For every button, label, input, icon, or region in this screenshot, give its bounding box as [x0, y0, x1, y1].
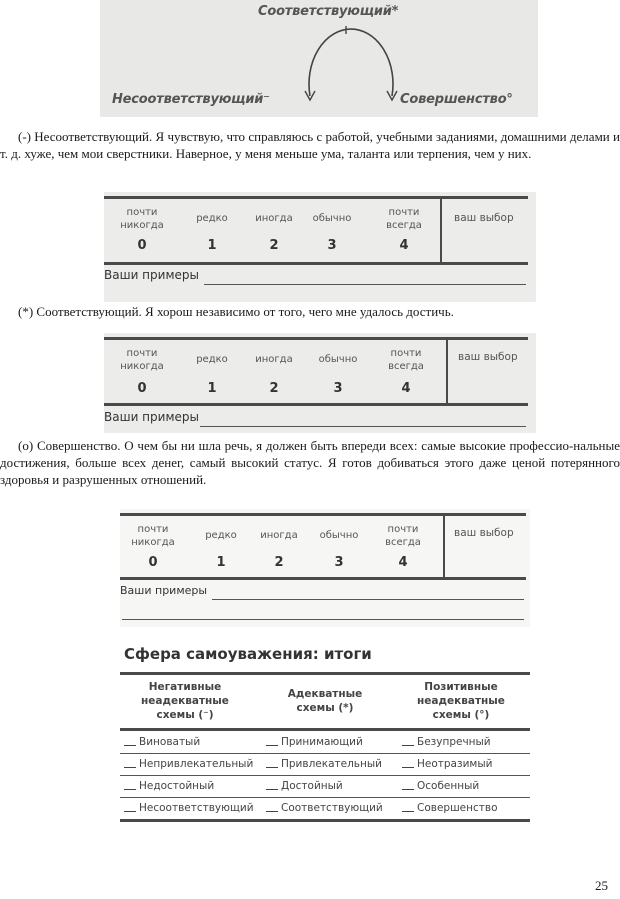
- summary-cell[interactable]: Особенный: [402, 780, 479, 792]
- examples-input-line[interactable]: [212, 599, 524, 600]
- cycle-arc: [309, 29, 393, 96]
- examples-input-line[interactable]: [204, 284, 526, 285]
- your-choice-label: ваш выбор: [454, 527, 514, 539]
- your-examples-label: Ваши примеры: [104, 410, 199, 424]
- column-almost-never: почти никогда: [120, 207, 164, 231]
- column-almost-always: почти всегда: [388, 348, 424, 372]
- value-2: 2: [269, 238, 279, 253]
- summary-cell[interactable]: Виноватый: [124, 736, 200, 748]
- summary-cell[interactable]: Несоответствующий: [124, 802, 254, 814]
- column-rarely: редко: [196, 213, 228, 224]
- table-top-rule: [104, 337, 528, 340]
- summary-cell[interactable]: Достойный: [266, 780, 343, 792]
- summary-cell[interactable]: Соответствующий: [266, 802, 383, 814]
- row-divider: [120, 753, 530, 754]
- column-almost-never: почти никогда: [131, 524, 175, 548]
- table-bottom-rule: [104, 262, 528, 265]
- summary-top-rule: [120, 672, 530, 675]
- summary-bottom-rule: [120, 819, 530, 822]
- page-number: 25: [595, 878, 608, 893]
- summary-title: Сфера самоуважения: итоги: [124, 645, 372, 663]
- value-0: 0: [148, 555, 158, 570]
- value-0: 0: [137, 238, 147, 253]
- header-negative-schemas: Негативные неадекватные схемы (⁻): [141, 681, 229, 721]
- column-sometimes: иногда: [260, 530, 298, 541]
- value-4: 4: [401, 381, 411, 396]
- table-bottom-rule: [104, 403, 528, 406]
- column-usually: обычно: [312, 213, 352, 224]
- value-0: 0: [137, 381, 147, 396]
- summary-cell[interactable]: Совершенство: [402, 802, 498, 814]
- column-rarely: редко: [205, 530, 237, 541]
- your-examples-label: Ваши примеры: [104, 268, 199, 282]
- paragraph-perfection: (о) Совершенство. О чем бы ни шла речь, я должен быть впереди всех: самые высокие профессио-нальные достижения, больше всех денег, самый высокий статус. Я готов добиваться этого даже ценой потерянного здоровья и разрушенных отношений.: [0, 438, 620, 487]
- value-4: 4: [399, 238, 409, 253]
- schema-diagram: [100, 0, 538, 117]
- column-sometimes: иногда: [255, 354, 293, 365]
- value-2: 2: [269, 381, 279, 396]
- paragraph-inadequate: (-) Несоответствующий. Я чувствую, что справляюсь с работой, учебными заданиями, домашними делами и т. д. хуже, чем мои сверстники. Наверное, у меня меньше ума, таланта или терпения, чем у них.: [0, 129, 620, 161]
- frequency-table-3: [120, 509, 530, 627]
- column-divider: [446, 338, 448, 404]
- value-3: 3: [333, 381, 343, 396]
- paragraph-adequate: (*) Соответствующий. Я хорош независимо от того, чего мне удалось достичь.: [18, 304, 454, 319]
- summary-cell[interactable]: Непривлекательный: [124, 758, 253, 770]
- table-top-rule: [104, 196, 528, 199]
- column-almost-always: почти всегда: [385, 524, 421, 548]
- row-divider: [120, 797, 530, 798]
- summary-cell[interactable]: Недостойный: [124, 780, 214, 792]
- diagram-label-perfection: Совершенство°: [400, 92, 513, 107]
- your-examples-label: Ваши примеры: [120, 584, 208, 597]
- header-adequate-schemas: Адекватные схемы (*): [287, 688, 363, 714]
- header-positive-schemas: Позитивные неадекватные схемы (°): [417, 681, 505, 721]
- value-2: 2: [274, 555, 284, 570]
- column-almost-never: почти никогда: [120, 348, 164, 372]
- table-top-rule: [120, 513, 526, 516]
- value-3: 3: [327, 238, 337, 253]
- column-usually: обычно: [318, 354, 358, 365]
- examples-input-line[interactable]: [200, 426, 526, 427]
- value-4: 4: [398, 555, 408, 570]
- value-1: 1: [207, 381, 217, 396]
- diagram-label-adequate: Соответствующий*: [258, 4, 399, 19]
- examples-input-line-2[interactable]: [122, 619, 524, 620]
- summary-cell[interactable]: Неотразимый: [402, 758, 492, 770]
- column-almost-always: почти всегда: [386, 207, 422, 231]
- your-choice-label: ваш выбор: [454, 212, 514, 224]
- summary-cell[interactable]: Безупречный: [402, 736, 491, 748]
- row-divider: [120, 775, 530, 776]
- value-1: 1: [216, 555, 226, 570]
- column-sometimes: иногда: [255, 213, 293, 224]
- summary-cell[interactable]: Принимающий: [266, 736, 363, 748]
- column-divider: [440, 197, 442, 263]
- summary-header-rule: [120, 728, 530, 731]
- summary-cell[interactable]: Привлекательный: [266, 758, 382, 770]
- your-choice-label: ваш выбор: [458, 351, 518, 363]
- column-divider: [443, 514, 445, 578]
- frequency-table-2: [104, 333, 536, 433]
- table-bottom-rule: [120, 577, 526, 580]
- frequency-table-1: [104, 192, 536, 302]
- value-3: 3: [334, 555, 344, 570]
- column-rarely: редко: [196, 354, 228, 365]
- column-usually: обычно: [319, 530, 359, 541]
- value-1: 1: [207, 238, 217, 253]
- diagram-label-inadequate: Несоответствующий⁻: [112, 92, 270, 107]
